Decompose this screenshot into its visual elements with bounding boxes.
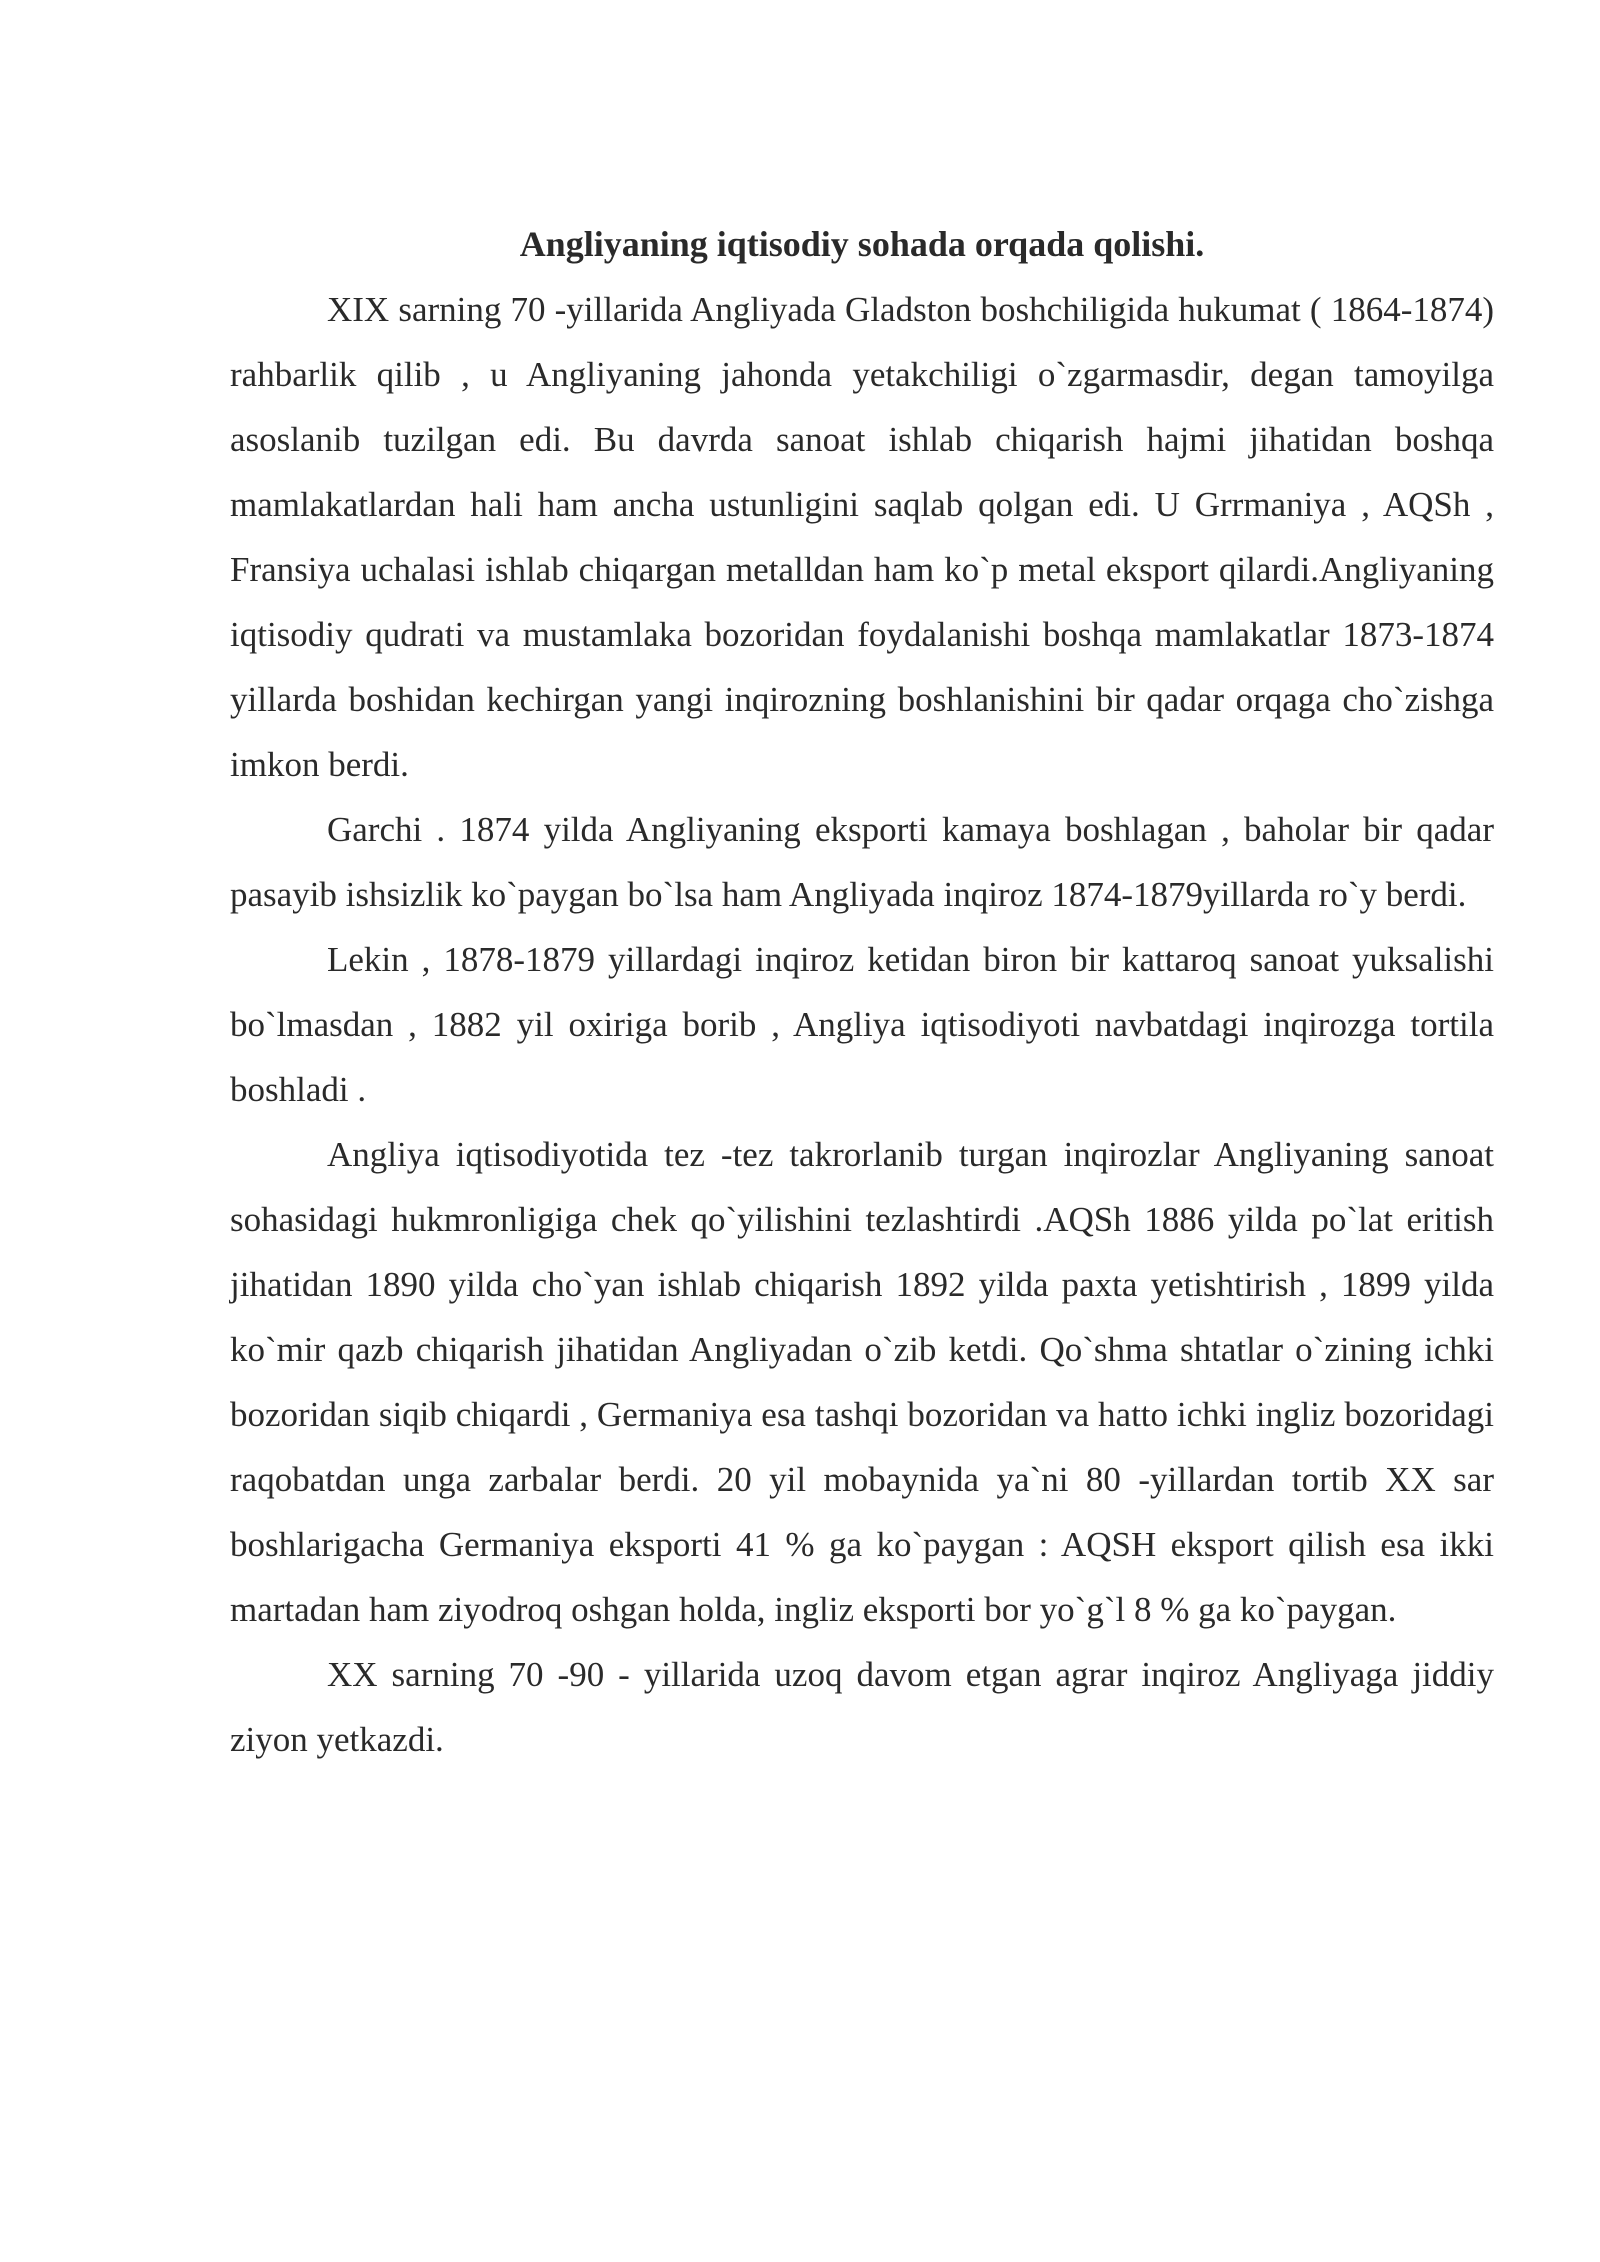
paragraph-2: Garchi . 1874 yilda Angliyaning eksporti kamaya boshlagan , baholar bir qadar pasayib ishsizlik ko`paygan bo`lsa ham Angliyada inqiroz 1874-1879yillarda ro`y berdi. (230, 810, 1494, 914)
paragraph-3: Lekin , 1878-1879 yillardagi inqiroz ketidan biron bir kattaroq sanoat yuksalishi bo`lmasdan , 1882 yil oxiriga borib , Angliya iqtisodiyoti navbatdagi inqirozga tortila boshladi . (230, 940, 1494, 1109)
document-body (230, 212, 1494, 1772)
paragraph-4: Angliya iqtisodiyotida tez -tez takrorlanib turgan inqirozlar Angliyaning sanoat sohasidagi hukmronligiga chek qo`yilishini tezlashtirdi .AQSh 1886 yilda po`lat eritish jihatidan 1890 yilda cho`yan ishlab chiqarish 1892 yilda paxta yetishtirish , 1899 yilda ko`mir qazb chiqarish jihatidan Angliyadan o`zib ketdi. Qo`shma shtatlar o`zining ichki bozoridan siqib chiqardi , Germaniya esa tashqi bozoridan va hatto ichki ingliz bozoridagi raqobatdan unga zarbalar berdi. 20 yil mobaynida ya`ni 80 -yillardan tortib XX sar boshlarigacha Germaniya eksporti 41 % ga ko`paygan : AQSH eksport qilish esa ikki martadan ham ziyodroq oshgan holda, ingliz eksporti bor yo`g`l 8 % ga ko`paygan. (230, 1135, 1494, 1629)
paragraph-5: XX sarning 70 -90 - yillarida uzoq davom etgan agrar inqiroz Angliyaga jiddiy ziyon yetkazdi. (230, 1655, 1494, 1759)
document-title: Angliyaning iqtisodiy sohada orqada qolishi. (519, 224, 1205, 264)
paragraph-1: XIX sarning 70 -yillarida Angliyada Gladston boshchiligida hukumat ( 1864-1874) rahbarlik qilib , u Angliyaning jahonda yetakchiligi o`zgarmasdir, degan tamoyilga asoslanib tuzilgan edi. Bu davrda sanoat ishlab chiqarish hajmi jihatidan boshqa mamlakatlardan hali ham ancha ustunligini saqlab qolgan edi. U Grrmaniya , AQSh , Fransiya uchalasi ishlab chiqargan metalldan ham ko`p metal eksport qilardi.Angliyaning iqtisodiy qudrati va mustamlaka bozoridan foydalanishi boshqa mamlakatlar 1873-1874 yillarda boshidan kechirgan yangi inqirozning boshlanishini bir qadar orqaga cho`zishga imkon berdi. (230, 290, 1494, 784)
